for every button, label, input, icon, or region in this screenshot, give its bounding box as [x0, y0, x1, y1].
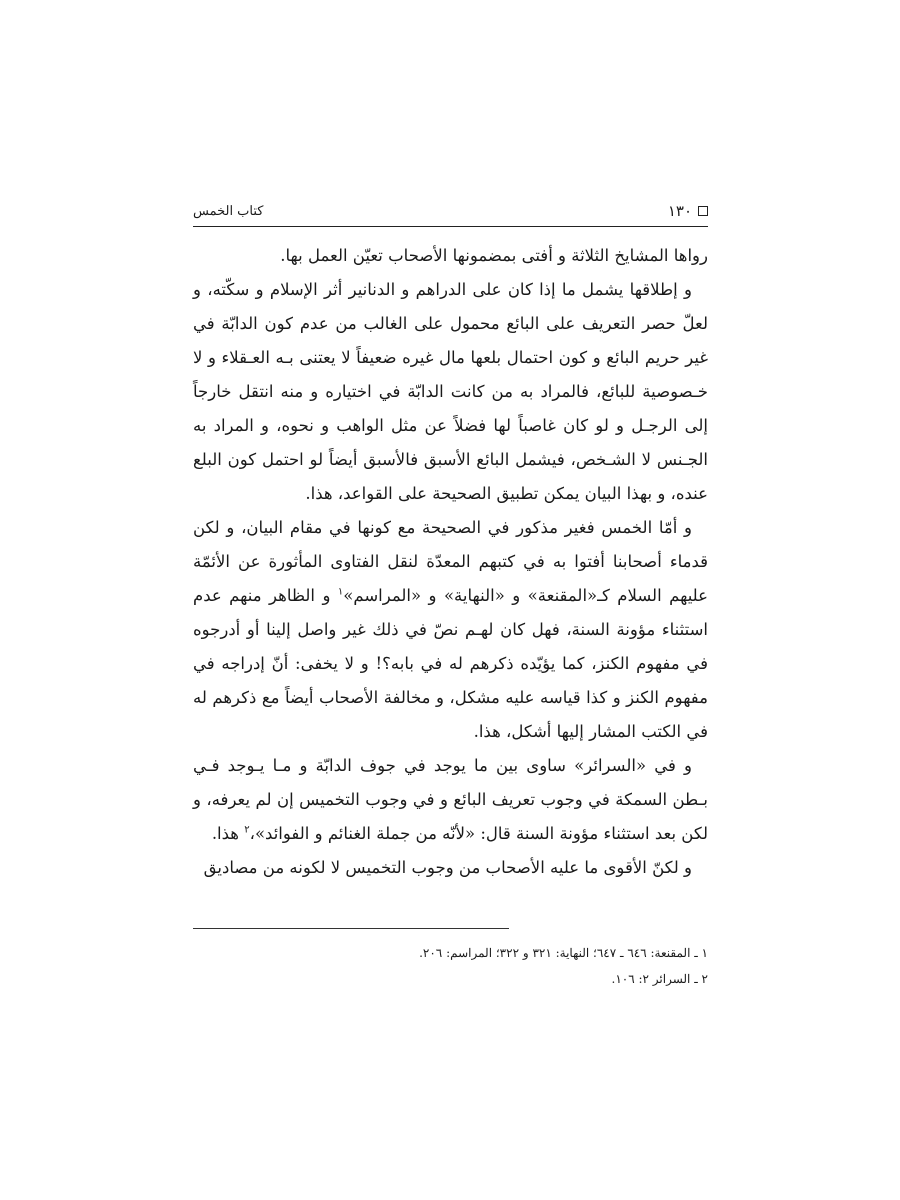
paragraph-2: و إطلاقها يشمل ما إذا كان على الدراهم و الدنانير أثر الإسلام و سكّته، و لعلّ حصر التعريف على البائع محمول على الغالب من عدم كون الدابّة في غير حريم البائع و كون احتمال بلعها مال غيره ضعيفاً لا يعتنى بـه العـقلاء و لا خـصوصية للبائع، فالمراد به من كانت الدابّة في اختياره و منه انتقل خارجاً إلى الرجـل و لو كان غاصباً لها فضلاً عن مثل الواهب و نحوه، و المراد به الجـنس لا الشـخص، فيشمل البائع الأسبق فالأسبق أيضاً لو احتمل كون البلع عنده، و بهذا البيان يمكن تطبيق الصحيحة على القواعد، هذا.: [193, 280, 708, 503]
paragraph-4: [193, 749, 708, 851]
footnote-1: ١ ـ المقنعة: ٦٤٦ ـ ٦٤٧؛ النهاية: ٣٢١ و ٣٢٢؛ المراسم: ٢٠٦.: [419, 946, 708, 960]
running-header: [193, 196, 708, 227]
page-number: [668, 202, 708, 220]
paragraph-3-continued: و الظاهر منهم عدم استثناء مؤونة السنة، فهل كان لهـم نصّ في ذلك غير واصل إلينا أو أدرجوه في مفهوم الكنز، كما يؤيّده ذكرهم له في بابه؟! و لا يخفى: أنّ إدراجه في مفهوم الكنز و كذا قياسه عليه مشكل، و مخالفة الأصحاب أيضاً مع ذكرهم له في الكتب المشار إليها أشكل، هذا.: [193, 586, 708, 741]
page-content: [193, 196, 708, 885]
page-number-text: ١٣٠: [667, 202, 692, 220]
paragraph-5: و لكنّ الأقوى ما عليه الأصحاب من وجوب التخميس لا لكونه من مصاديق: [203, 858, 692, 877]
footnote-2: ٢ ـ السرائر ٢: ١٠٦.: [611, 972, 708, 986]
paragraph-4-end: هذا.: [211, 824, 245, 843]
body-text: [193, 239, 708, 885]
footnotes: [193, 940, 708, 992]
book-title: كتاب الخمس: [193, 204, 264, 219]
paragraph-1: رواها المشايخ الثلاثة و أفتى بمضمونها الأصحاب تعيّن العمل بها.: [280, 246, 708, 265]
footnote-ref-1: ١: [337, 586, 344, 598]
paragraph-4-text: و في «السرائر» ساوى بين ما يوجد في جوف الدابّة و مـا يـوجد فـي بـطن السمكة في وجوب تعريف البائع و في وجوب التخميس إن لم يعرفه، و لكن بعد استثناء مؤونة السنة قال: «لأنّه من جملة الغنائم و الفوائد»،: [193, 756, 708, 843]
paragraph-3: [193, 511, 708, 749]
footnote-divider: [193, 928, 509, 929]
footnote-ref-2: ٢: [244, 824, 250, 836]
square-icon: [698, 206, 708, 216]
paragraph-3-text: و أمّا الخمس فغير مذكور في الصحيحة مع كونها في مقام البيان، و لكن قدماء أصحابنا أفتوا به في كتبهم المعدّة لنقل الفتاوى المأثورة عن الأئمّة عليهم السلام كـ«المقنعة» و «النهاية» و «المراسم»: [193, 518, 708, 605]
